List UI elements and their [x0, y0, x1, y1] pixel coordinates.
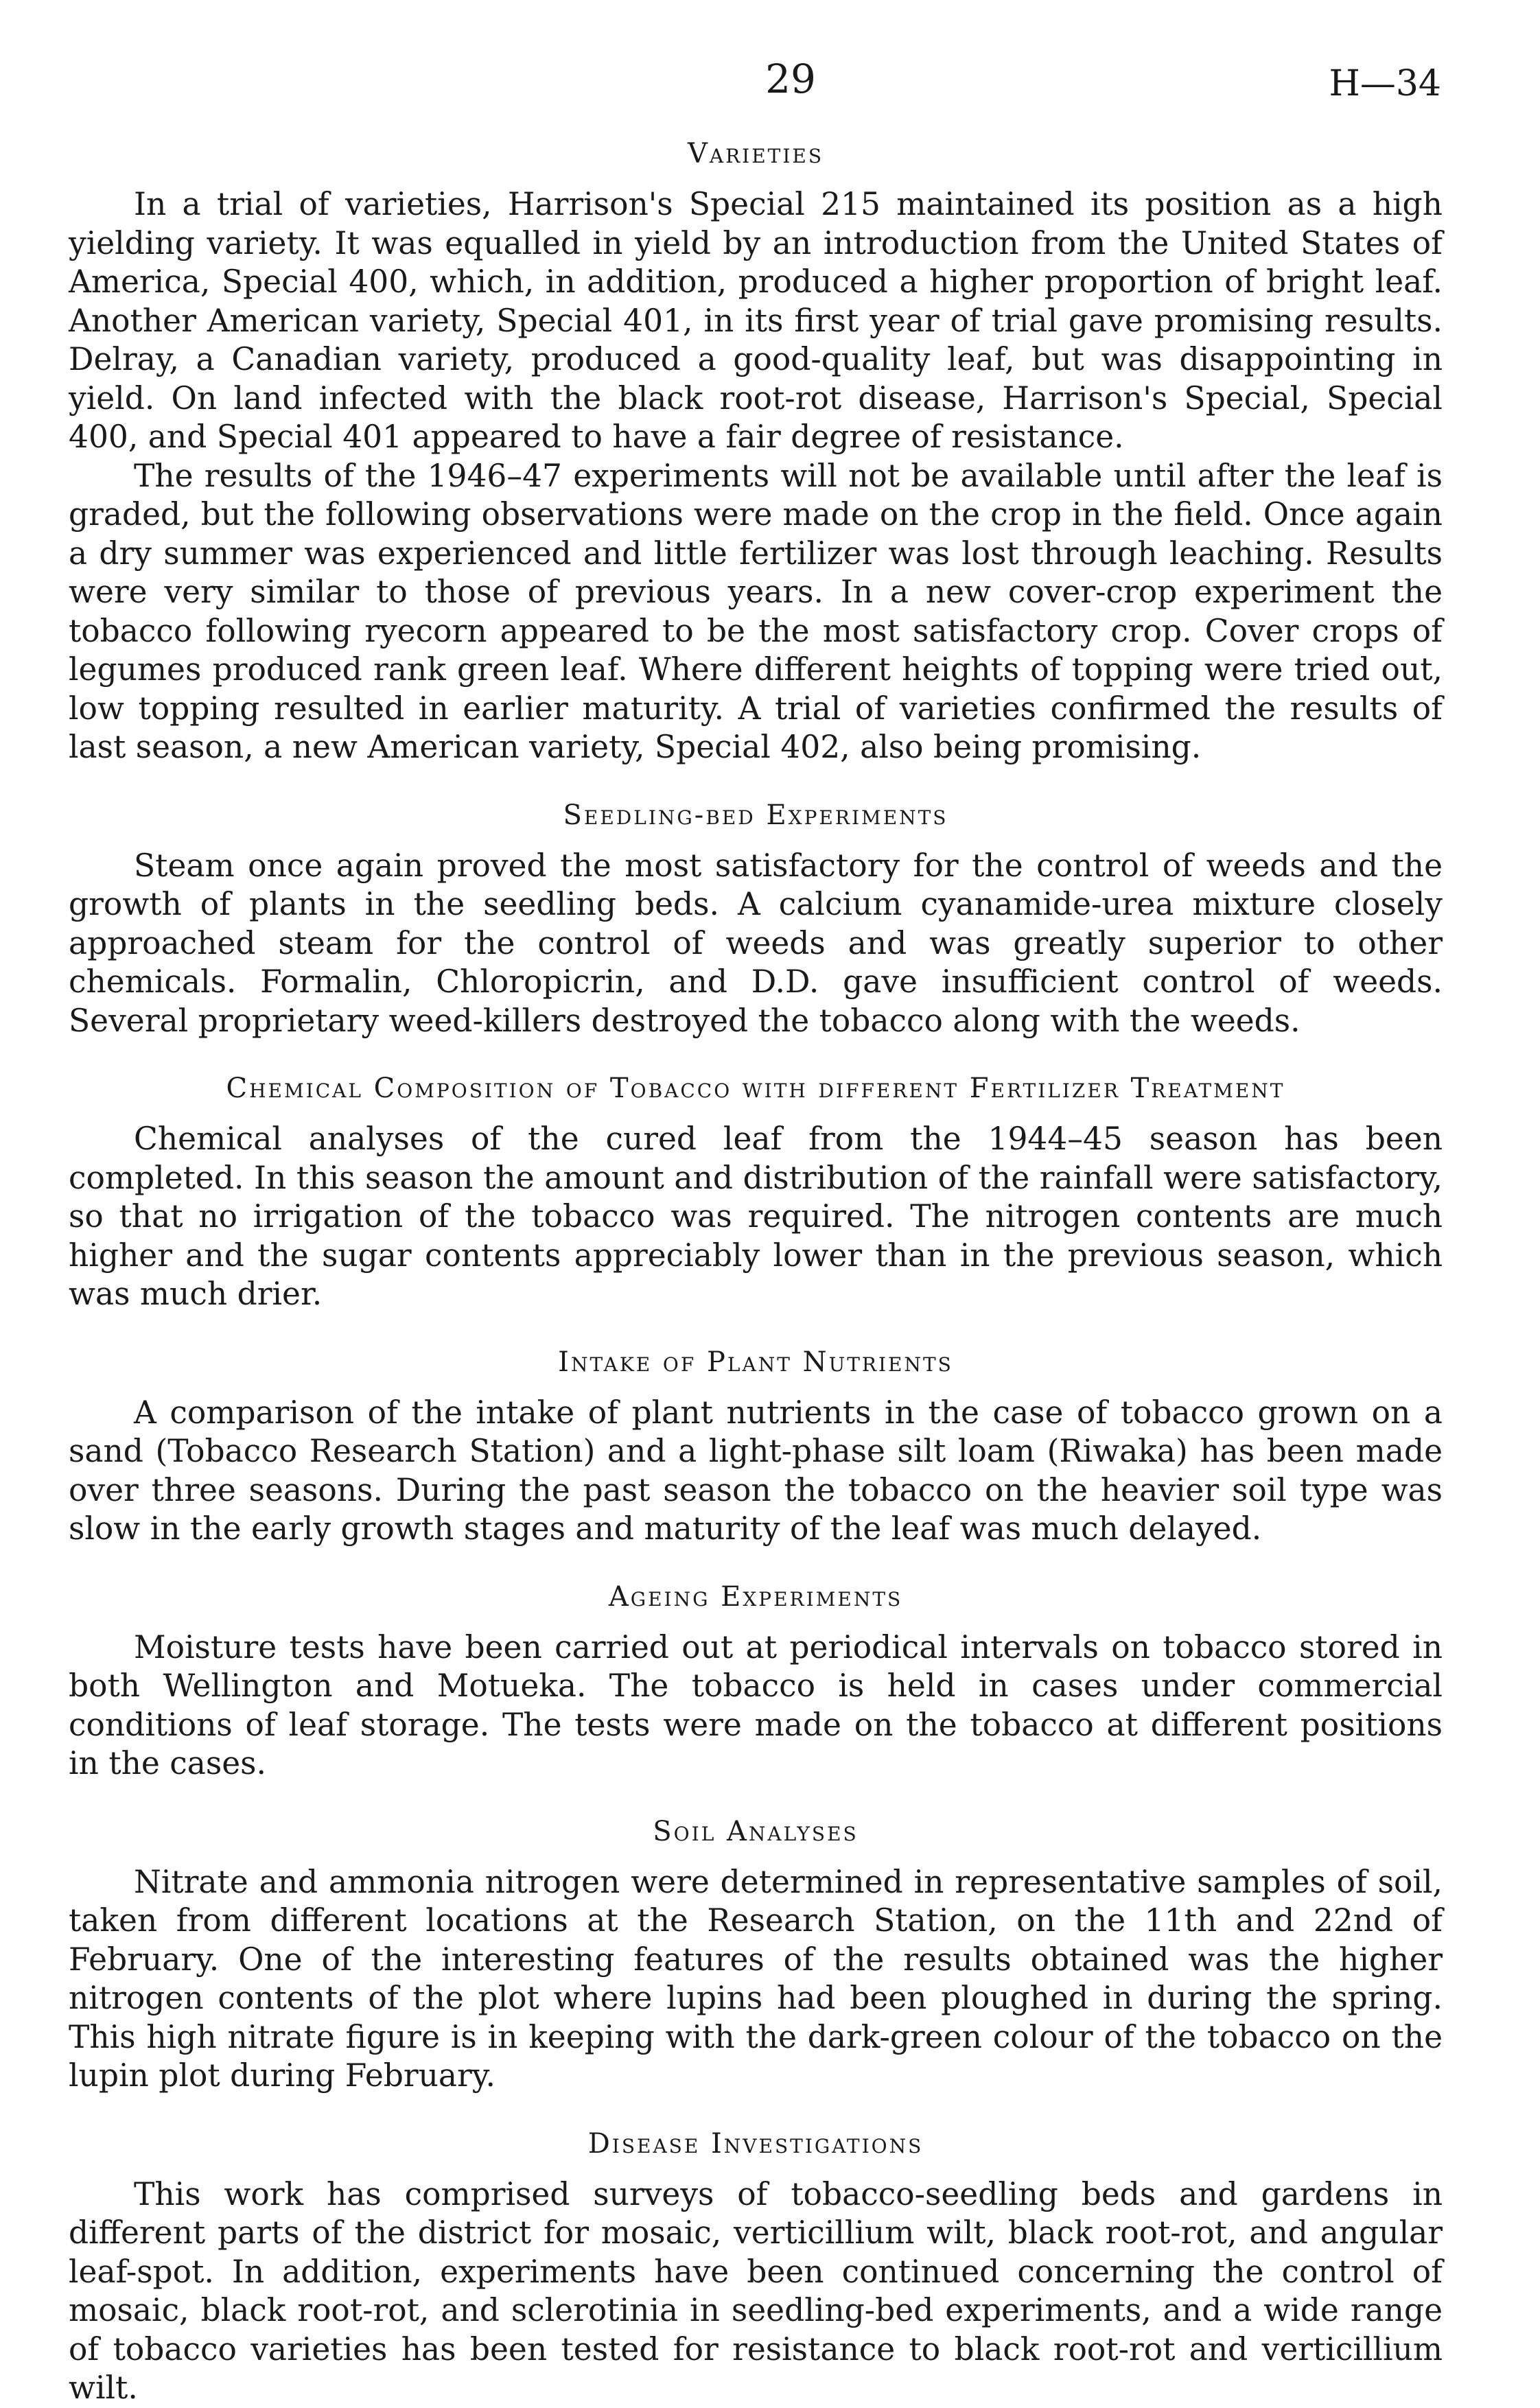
- paragraph: Nitrate and ammonia nitrogen were determined in representative samples of soil, taken from different locations at the Research Station, on the 11th and 22nd of February. One of the interesting features of the results obtained was the higher nitrogen contents of the plot where lupins had been ploughed in during the spring. This high nitrate figure is in keeping with the dark-green colour of the tobacco on the lupin plot during February.: [69, 1863, 1443, 2094]
- paragraph: Chemical analyses of the cured leaf from the 1944–45 season has been completed. In this season the amount and distribution of the rainfall were satisfactory, so that no irrigation of the tobacco was required. The nitrogen contents are much higher and the sugar contents appreciably lower than in the previous season, which was much drier.: [69, 1121, 1443, 1312]
- section-heading: Ageing Experiments: [608, 1580, 903, 1613]
- section-heading: Intake of Plant Nutrients: [558, 1346, 953, 1378]
- paragraph: Moisture tests have been carried out at periodical intervals on tobacco stored in both Wellington and Motueka. The tobacco is held in cases under commercial conditions of leaf storage. The tests were made on the tobacco at different positions in the cases.: [69, 1628, 1443, 1781]
- section-chemical-composition: [69, 1072, 1443, 1314]
- body-text: [69, 137, 1443, 2408]
- document-reference: H—34: [1329, 63, 1441, 104]
- page-number: 29: [765, 56, 816, 102]
- section-disease-investigations: [69, 2127, 1443, 2408]
- paragraph: The results of the 1946–47 experiments will not be available until after the leaf is graded, but the following observations were made on the crop in the field. Once again a dry summer was experienced and little fertilizer was lost through leaching. Results were very similar to those of previous years. In a new cover-crop experiment the tobacco following ryecorn appeared to be the most satisfactory crop. Cover crops of legumes produced rank green leaf. Where different heights of topping were tried out, low topping resulted in earlier maturity. A trial of varieties confirmed the results of last season, a new American variety, Special 402, also being promising.: [69, 457, 1443, 765]
- section-heading: Disease Investigations: [587, 2127, 924, 2160]
- section-heading: Seedling-bed Experiments: [563, 799, 948, 831]
- section-ageing-experiments: [69, 1580, 1443, 1784]
- paragraph: A comparison of the intake of plant nutrients in the case of tobacco grown on a sand (Tobacco Research Station) and a light-phase silt loam (Riwaka) has been made over three seasons. During the past season the tobacco on the heavier soil type was slow in the early growth stages and maturity of the leaf was much delayed.: [69, 1394, 1443, 1547]
- section-seedling-bed-experiments: [69, 799, 1443, 1041]
- section-soil-analyses: [69, 1815, 1443, 2096]
- section-heading: Soil Analyses: [653, 1815, 859, 1847]
- section-varieties: [69, 137, 1443, 767]
- section-intake-of-plant-nutrients: [69, 1346, 1443, 1549]
- paragraph: Steam once again proved the most satisfactory for the control of weeds and the growth of plants in the seedling beds. A calcium cyanamide-urea mixture closely approached steam for the control of weeds and was greatly superior to other chemicals. Formalin, Chloropicrin, and D.D. gave insufficient control of weeds. Several proprietary weed-killers destroyed the tobacco along with the weeds.: [69, 847, 1443, 1039]
- paragraph: This work has comprised surveys of tobacco-seedling beds and gardens in different parts of the district for mosaic, verticillium wilt, black root-rot, and angular leaf-spot. In addition, experiments have been continued concerning the control of mosaic, black root-rot, and sclerotinia in seedling-bed experiments, and a wide range of tobacco varieties has been tested for resistance to black root-rot and verticillium wilt.: [69, 2175, 1443, 2406]
- section-heading: Chemical Composition of Tobacco with different Fertilizer Treatment: [226, 1073, 1285, 1104]
- section-heading: Varieties: [687, 138, 824, 170]
- paragraph: In a trial of varieties, Harrison's Special 215 maintained its position as a high yielding variety. It was equalled in yield by an introduction from the United States of America, Special 400, which, in addition, produced a higher proportion of bright leaf. Another American variety, Special 401, in its first year of trial gave promising results. Delray, a Canadian variety, produced a good-quality leaf, but was disappointing in yield. On land infected with the black root-rot disease, Harrison's Special, Special 400, and Special 401 appeared to have a fair degree of resistance.: [69, 186, 1443, 455]
